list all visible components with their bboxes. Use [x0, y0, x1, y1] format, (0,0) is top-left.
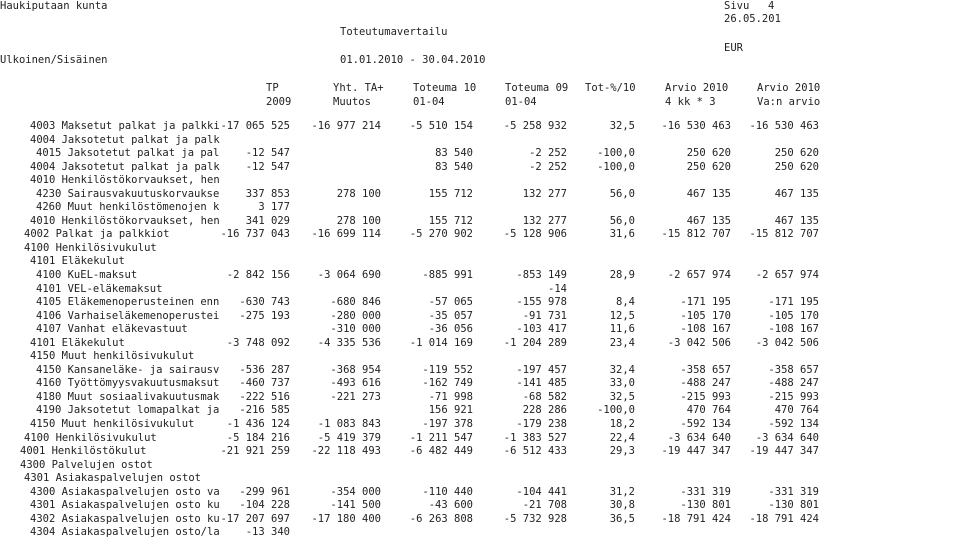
table-row: [0, 350, 960, 364]
value-cell: -91 731: [522, 309, 567, 322]
value-cell: -5 270 902: [409, 228, 473, 241]
value-cell: -275 193: [239, 309, 290, 322]
value-cell: 12,5: [609, 309, 635, 322]
value-cell: 250 620: [686, 160, 731, 173]
table-row: [0, 269, 960, 283]
value-cell: -2 252: [529, 147, 567, 160]
value-cell: 23,4: [609, 336, 635, 349]
col-subheader-toteuma09: 01-04: [505, 96, 537, 108]
account-label: 4015 Jaksotetut palkat ja pal: [36, 147, 220, 160]
value-cell: -14: [548, 282, 567, 295]
value-cell: -68 582: [522, 390, 567, 403]
account-label: 4301 Asiakaspalvelujen ostot: [24, 472, 202, 485]
table-row: [0, 120, 960, 134]
value-cell: -215 993: [768, 390, 819, 403]
table-row: [0, 201, 960, 215]
value-cell: 278 100: [336, 214, 381, 227]
value-cell: -2 657 974: [667, 269, 731, 282]
value-cell: -155 978: [516, 296, 567, 309]
table-row: [0, 445, 960, 459]
value-cell: 228 286: [522, 404, 567, 417]
report-table: [0, 120, 960, 540]
value-cell: 341 029: [245, 214, 290, 227]
value-cell: -6 482 449: [409, 445, 473, 458]
account-label: 4304 Asiakaspalvelujen osto/la: [30, 526, 220, 539]
value-cell: -17 207 697: [220, 512, 290, 525]
table-row: [0, 364, 960, 378]
value-cell: -21 921 259: [220, 445, 290, 458]
value-cell: -141 500: [330, 499, 381, 512]
value-cell: -18 791 424: [661, 512, 731, 525]
account-label: 4107 Vanhat eläkevastuut: [36, 323, 188, 336]
value-cell: -3 042 506: [667, 336, 731, 349]
report-date: 26.05.201: [724, 13, 781, 25]
table-row: [0, 283, 960, 297]
value-cell: -104 228: [239, 499, 290, 512]
value-cell: -108 167: [680, 323, 731, 336]
value-cell: 467 135: [686, 214, 731, 227]
value-cell: -12 547: [245, 160, 290, 173]
value-cell: -1 014 169: [409, 336, 473, 349]
value-cell: 337 853: [245, 187, 290, 200]
col-subheader-tp: 2009: [266, 96, 292, 108]
report-title: Toteutumavertailu: [340, 26, 448, 38]
account-label: 4105 Eläkemenoperusteinen enn: [36, 296, 220, 309]
table-row: [0, 404, 960, 418]
account-label: 4301 Asiakaspalvelujen osto ku: [30, 499, 220, 512]
value-cell: -536 287: [239, 363, 290, 376]
value-cell: 470 764: [774, 404, 819, 417]
value-cell: 11,6: [609, 323, 635, 336]
value-cell: -21 708: [522, 499, 567, 512]
table-row: [0, 391, 960, 405]
value-cell: -16 699 114: [311, 228, 381, 241]
value-cell: -12 547: [245, 147, 290, 160]
value-cell: -16 530 463: [661, 120, 731, 132]
value-cell: -885 991: [422, 269, 473, 282]
value-cell: -105 170: [680, 309, 731, 322]
account-label: 4150 Kansaneläke- ja sairausv: [36, 363, 220, 376]
value-cell: -100,0: [597, 147, 635, 160]
value-cell: -162 749: [422, 377, 473, 390]
value-cell: -197 457: [516, 363, 567, 376]
value-cell: 467 135: [686, 187, 731, 200]
account-label: 4010 Henkilöstökorvaukset, hen: [30, 214, 220, 227]
value-cell: 83 540: [435, 147, 473, 160]
value-cell: -5 128 906: [503, 228, 567, 241]
value-cell: 36,5: [609, 512, 635, 525]
value-cell: -460 737: [239, 377, 290, 390]
account-label: 4300 Asiakaspalvelujen osto va: [30, 485, 220, 498]
value-cell: 3 177: [258, 201, 290, 214]
table-row: [0, 526, 960, 540]
value-cell: -15 812 707: [661, 228, 731, 241]
value-cell: 32,4: [609, 363, 635, 376]
col-subheader-toteuma10: 01-04: [413, 96, 445, 108]
value-cell: -17 065 525: [220, 120, 290, 132]
account-label: 4180 Muut sosiaalivakuutusmak: [36, 390, 220, 403]
value-cell: -16 530 463: [749, 120, 819, 132]
value-cell: -280 000: [330, 309, 381, 322]
account-label: 4300 Palvelujen ostot: [20, 458, 153, 471]
value-cell: -215 993: [680, 390, 731, 403]
value-cell: 278 100: [336, 187, 381, 200]
value-cell: -104 441: [516, 485, 567, 498]
table-row: [0, 472, 960, 486]
value-cell: -5 258 932: [503, 120, 567, 132]
value-cell: -358 657: [680, 363, 731, 376]
value-cell: -4 335 536: [317, 336, 381, 349]
value-cell: 156 921: [428, 404, 473, 417]
col-header-toteuma10: Toteuma 10: [413, 82, 477, 94]
value-cell: -17 180 400: [311, 512, 381, 525]
scope-label: Ulkoinen/Sisäinen: [0, 54, 108, 66]
value-cell: -680 846: [330, 296, 381, 309]
value-cell: 29,3: [609, 445, 635, 458]
value-cell: 18,2: [609, 418, 635, 431]
value-cell: -16 737 043: [220, 228, 290, 241]
value-cell: -5 732 928: [503, 512, 567, 525]
account-label: 4004 Jaksotetut palkat ja palk: [30, 133, 220, 146]
value-cell: -3 634 640: [667, 431, 731, 444]
table-row: [0, 147, 960, 161]
value-cell: -488 247: [680, 377, 731, 390]
value-cell: 8,4: [616, 296, 635, 309]
table-row: [0, 459, 960, 473]
account-label: 4100 KuEL-maksut: [36, 269, 138, 282]
value-cell: -2 252: [529, 160, 567, 173]
value-cell: 56,0: [609, 187, 635, 200]
currency-label: EUR: [724, 42, 743, 54]
value-cell: -179 238: [516, 418, 567, 431]
value-cell: -299 961: [239, 485, 290, 498]
value-cell: -57 065: [428, 296, 473, 309]
value-cell: -13 340: [245, 526, 290, 539]
value-cell: 467 135: [774, 187, 819, 200]
value-cell: 155 712: [428, 214, 473, 227]
table-row: [0, 323, 960, 337]
page-label: Sivu: [724, 0, 750, 12]
account-label: 4002 Palkat ja palkkiot: [24, 228, 170, 241]
account-label: 4010 Henkilöstökorvaukset, hen: [30, 174, 220, 187]
col-header-toteuma09: Toteuma 09: [505, 82, 569, 94]
value-cell: -35 057: [428, 309, 473, 322]
account-label: 4101 Eläkekulut: [30, 336, 125, 349]
value-cell: 470 764: [686, 404, 731, 417]
col-header-arvio2: Arvio 2010: [757, 82, 821, 94]
value-cell: -493 616: [330, 377, 381, 390]
value-cell: 32,5: [609, 120, 635, 132]
value-cell: -1 436 124: [226, 418, 290, 431]
table-row: [0, 134, 960, 148]
value-cell: -853 149: [516, 269, 567, 282]
account-label: 4230 Sairausvakuutuskorvaukse: [36, 187, 220, 200]
col-header-tot-pct: Tot-%/10: [585, 82, 636, 94]
value-cell: 56,0: [609, 214, 635, 227]
col-subheader-arvio2: Va:n arvio: [757, 96, 821, 108]
account-label: 4160 Työttömyysvakuutusmaksut: [36, 377, 220, 390]
col-subheader-arvio1: 4 kk * 3: [665, 96, 716, 108]
value-cell: -488 247: [768, 377, 819, 390]
value-cell: 132 277: [522, 214, 567, 227]
value-cell: -1 211 547: [409, 431, 473, 444]
col-header-arvio1: Arvio 2010: [665, 82, 729, 94]
value-cell: -2 842 156: [226, 269, 290, 282]
value-cell: -100,0: [597, 160, 635, 173]
account-label: 4150 Muut henkilösivukulut: [30, 418, 195, 431]
value-cell: 22,4: [609, 431, 635, 444]
table-row: [0, 377, 960, 391]
value-cell: -36 056: [428, 323, 473, 336]
value-cell: -100,0: [597, 404, 635, 417]
value-cell: -105 170: [768, 309, 819, 322]
value-cell: -1 383 527: [503, 431, 567, 444]
value-cell: 83 540: [435, 160, 473, 173]
table-row: [0, 418, 960, 432]
value-cell: -1 083 843: [317, 418, 381, 431]
table-row: [0, 215, 960, 229]
value-cell: -2 657 974: [755, 269, 819, 282]
account-label: 4302 Asiakaspalvelujen osto ku: [30, 512, 220, 525]
value-cell: -354 000: [330, 485, 381, 498]
organization-name: Haukiputaan kunta: [0, 0, 108, 12]
value-cell: 250 620: [774, 147, 819, 160]
table-row: [0, 499, 960, 513]
table-row: [0, 310, 960, 324]
account-label: 4003 Maksetut palkat ja palkki: [30, 120, 220, 132]
value-cell: -43 600: [428, 499, 473, 512]
value-cell: -171 195: [768, 296, 819, 309]
value-cell: -310 000: [330, 323, 381, 336]
value-cell: -15 812 707: [749, 228, 819, 241]
account-label: 4004 Jaksotetut palkat ja palk: [30, 160, 220, 173]
value-cell: -130 801: [680, 499, 731, 512]
value-cell: -592 134: [768, 418, 819, 431]
value-cell: -108 167: [768, 323, 819, 336]
table-row: [0, 188, 960, 202]
table-row: [0, 337, 960, 351]
account-label: 4150 Muut henkilösivukulut: [30, 350, 195, 363]
account-label: 4190 Jaksotetut lomapalkat ja: [36, 404, 220, 417]
value-cell: -5 184 216: [226, 431, 290, 444]
page-number: 4: [768, 0, 775, 12]
value-cell: -6 263 808: [409, 512, 473, 525]
account-label: 4260 Muut henkilöstömenojen k: [36, 201, 220, 214]
value-cell: 467 135: [774, 214, 819, 227]
value-cell: -331 319: [680, 485, 731, 498]
value-cell: -5 419 379: [317, 431, 381, 444]
account-label: 4106 Varhaiseläkemenoperustei: [36, 309, 220, 322]
value-cell: 32,5: [609, 390, 635, 403]
account-label: 4100 Henkilösivukulut: [24, 241, 157, 254]
value-cell: -3 064 690: [317, 269, 381, 282]
table-row: [0, 228, 960, 242]
value-cell: -22 118 493: [311, 445, 381, 458]
value-cell: 250 620: [774, 160, 819, 173]
account-label: 4100 Henkilösivukulut: [24, 431, 157, 444]
account-label: 4001 Henkilöstökulut: [20, 445, 147, 458]
value-cell: 155 712: [428, 187, 473, 200]
value-cell: -19 447 347: [749, 445, 819, 458]
value-cell: -222 516: [239, 390, 290, 403]
value-cell: 31,2: [609, 485, 635, 498]
col-subheader-ta: Muutos: [333, 96, 371, 108]
table-row: [0, 174, 960, 188]
table-row: [0, 486, 960, 500]
value-cell: -16 977 214: [311, 120, 381, 132]
value-cell: 132 277: [522, 187, 567, 200]
value-cell: 28,9: [609, 269, 635, 282]
table-row: [0, 296, 960, 310]
value-cell: 33,0: [609, 377, 635, 390]
value-cell: -368 954: [330, 363, 381, 376]
account-label: 4101 Eläkekulut: [30, 255, 125, 268]
value-cell: -19 447 347: [661, 445, 731, 458]
value-cell: -592 134: [680, 418, 731, 431]
value-cell: -216 585: [239, 404, 290, 417]
value-cell: -197 378: [422, 418, 473, 431]
value-cell: -130 801: [768, 499, 819, 512]
value-cell: -3 748 092: [226, 336, 290, 349]
table-row: [0, 242, 960, 256]
col-header-ta: Yht. TA+: [333, 82, 384, 94]
value-cell: 31,6: [609, 228, 635, 241]
value-cell: -1 204 289: [503, 336, 567, 349]
value-cell: 250 620: [686, 147, 731, 160]
value-cell: -71 998: [428, 390, 473, 403]
value-cell: -630 743: [239, 296, 290, 309]
value-cell: -141 485: [516, 377, 567, 390]
period-label: 01.01.2010 - 30.04.2010: [340, 54, 486, 66]
table-row: [0, 255, 960, 269]
value-cell: -358 657: [768, 363, 819, 376]
value-cell: -3 042 506: [755, 336, 819, 349]
table-row: [0, 432, 960, 446]
col-header-tp: TP: [266, 82, 279, 94]
value-cell: -3 634 640: [755, 431, 819, 444]
table-row: [0, 513, 960, 527]
value-cell: -221 273: [330, 390, 381, 403]
value-cell: -18 791 424: [749, 512, 819, 525]
value-cell: -171 195: [680, 296, 731, 309]
value-cell: -6 512 433: [503, 445, 567, 458]
account-label: 4101 VEL-eläkemaksut: [36, 282, 163, 295]
value-cell: -103 417: [516, 323, 567, 336]
value-cell: 30,8: [609, 499, 635, 512]
value-cell: -110 440: [422, 485, 473, 498]
table-row: [0, 161, 960, 175]
value-cell: -119 552: [422, 363, 473, 376]
value-cell: -5 510 154: [409, 120, 473, 132]
value-cell: -331 319: [768, 485, 819, 498]
